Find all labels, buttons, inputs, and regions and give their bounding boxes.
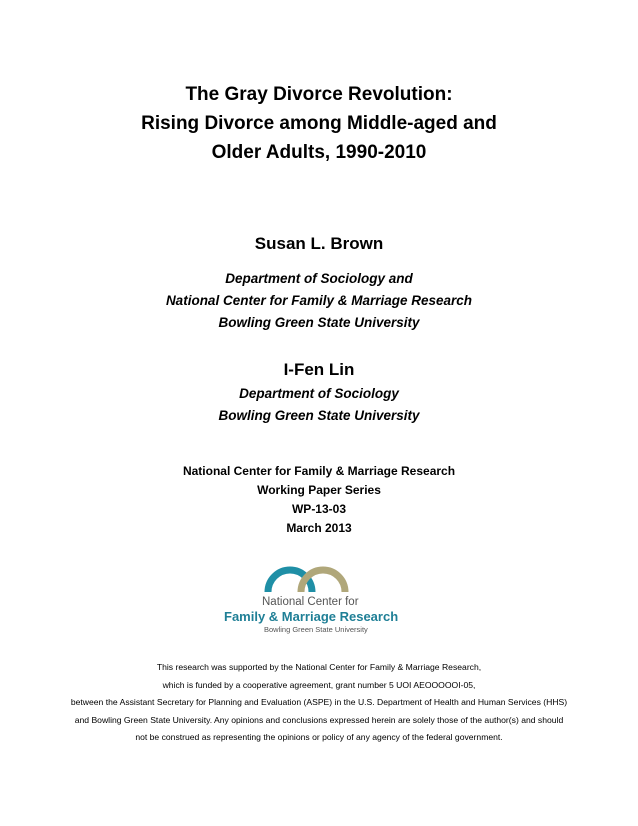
author-1-affiliation xyxy=(0,268,638,334)
author-2-name: I-Fen Lin xyxy=(283,360,355,379)
ncfmr-logo xyxy=(218,558,418,638)
author-1-affiliation-line-1: Department of Sociology and xyxy=(225,271,413,286)
series-line-2: Working Paper Series xyxy=(257,483,381,497)
series-line-4: March 2013 xyxy=(286,521,352,535)
note-line-5: not be construed as representing the opinions or policy of any agency of the federal government. xyxy=(135,732,503,742)
author-1-affiliation-line-3: Bowling Green State University xyxy=(218,315,420,330)
author-2-affiliation-line-2: Bowling Green State University xyxy=(218,408,420,423)
note-line-4: and Bowling Green State University. Any opinions and conclusions expressed herein are solely those of the author(s) and should xyxy=(74,714,564,725)
working-paper-series-block xyxy=(0,462,638,538)
series-line-1: National Center for Family & Marriage Research xyxy=(182,464,456,478)
author-1-affiliation-line-2: National Center for Family & Marriage Research xyxy=(165,293,473,308)
note-line-1: This research was supported by the National Center for Family & Marriage Research, xyxy=(156,662,482,672)
note-line-2: which is funded by a cooperative agreement, grant number 5 UOI AEOOOOOI-05, xyxy=(162,679,476,690)
title-line-1: The Gray Divorce Revolution: xyxy=(185,84,453,105)
gold-arch-icon xyxy=(301,570,345,592)
paper-title xyxy=(0,80,638,167)
author-2-affiliation xyxy=(0,383,638,427)
logo-line-2: Family & Marriage Research xyxy=(224,609,399,624)
logo-line-3: Bowling Green State University xyxy=(264,625,368,634)
series-line-3: WP-13-03 xyxy=(291,502,347,516)
author-1-name: Susan L. Brown xyxy=(254,234,384,253)
title-line-2: Rising Divorce among Middle-aged and xyxy=(141,113,497,134)
title-line-3: Older Adults, 1990-2010 xyxy=(211,142,427,163)
note-line-3: between the Assistant Secretary for Planning and Evaluation (ASPE) in the U.S. Department of Health and Human Services (HHS) xyxy=(70,697,568,707)
logo-line-1: National Center for xyxy=(262,596,359,608)
author-2-affiliation-line-1: Department of Sociology xyxy=(239,386,399,401)
funding-note xyxy=(0,659,638,747)
